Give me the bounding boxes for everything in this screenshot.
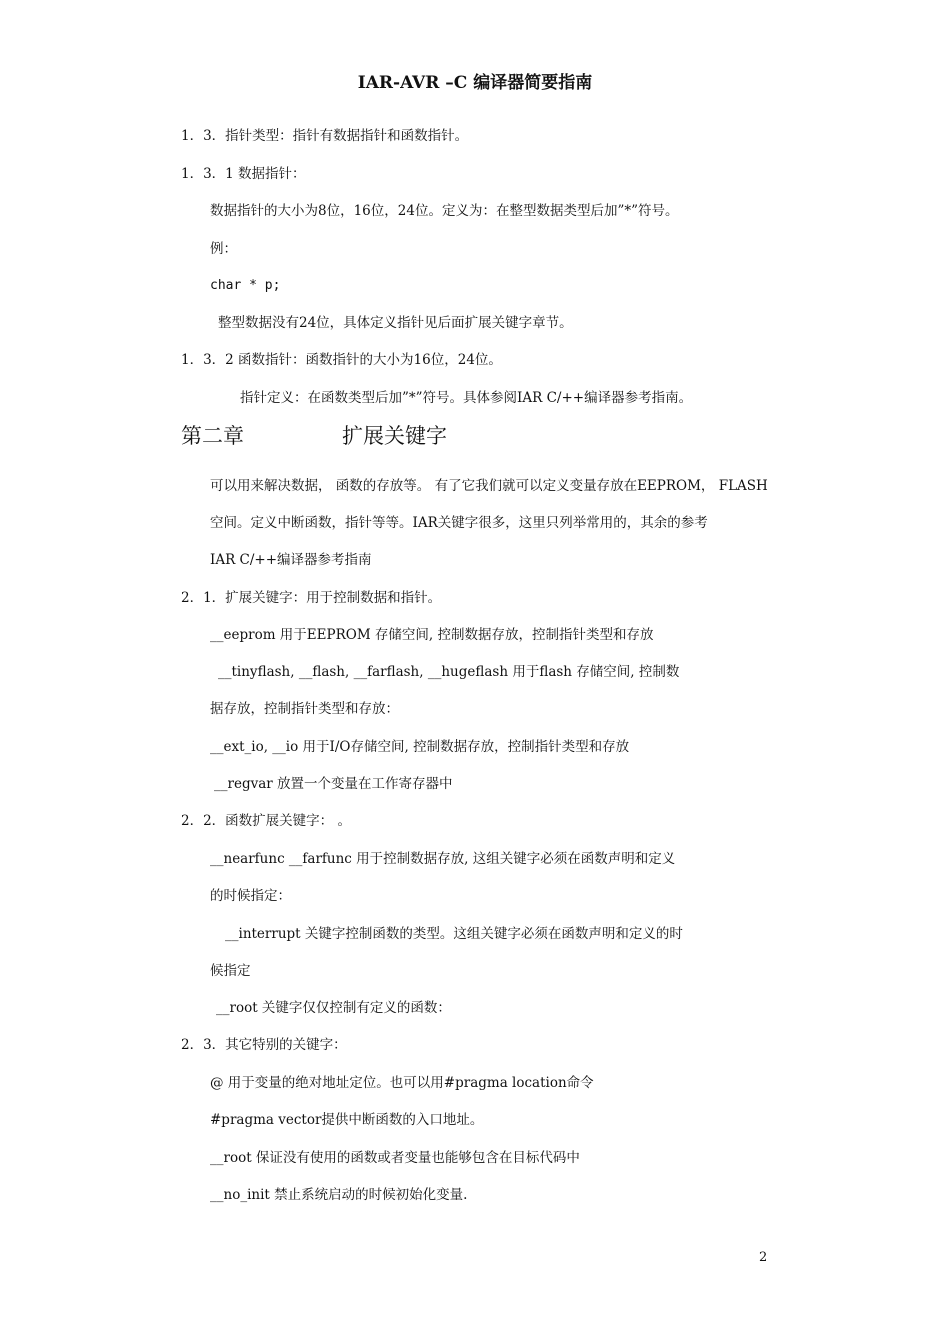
subsection-heading-1-3-2: 1．3．2 函数指针：函数指针的大小为16位，24位。 — [181, 352, 502, 368]
code-line: char * p; — [210, 278, 281, 293]
section-heading-2-3: 2．3．其它特别的关键字： — [181, 1037, 347, 1053]
paragraph-line: 数据指针的大小为8位，16位，24位。定义为：在整型数据类型后加”*”符号。 — [210, 203, 679, 219]
chapter-number: 第二章 — [181, 424, 244, 448]
paragraph-line: 可以用来解决数据， 函数的存放等。 有了它我们就可以定义变量存放在EEPROM， FLASH — [210, 478, 768, 494]
paragraph-line: @ 用于变量的绝对地址定位。也可以用#pragma location命令 — [210, 1075, 594, 1091]
paragraph-line: __tinyflash, __flash, __farflash, __hugeflash 用于flash 存储空间, 控制数 — [218, 664, 680, 680]
page-title: IAR-AVR –C 编译器简要指南 — [357, 73, 593, 93]
paragraph-line: __root 关键字仅仅控制有定义的函数： — [216, 1000, 451, 1016]
paragraph-line: 空间。定义中断函数，指针等等。IAR关键字很多，这里只列举常用的，其余的参考 — [210, 515, 708, 531]
chapter-name: 扩展关键字 — [342, 424, 447, 448]
paragraph-line: 例： — [210, 241, 237, 257]
paragraph-line: __interrupt 关键字控制函数的类型。这组关键字必须在函数声明和定义的时 — [225, 926, 683, 942]
paragraph-line: #pragma vector提供中断函数的入口地址。 — [210, 1112, 484, 1128]
paragraph-line: IAR C/++编译器参考指南 — [210, 552, 372, 568]
paragraph-line: 据存放，控制指针类型和存放： — [210, 701, 399, 717]
paragraph-line: __nearfunc __farfunc 用于控制数据存放, 这组关键字必须在函数声明和定义 — [210, 851, 676, 867]
section-heading-2-1: 2．1．扩展关键字：用于控制数据和指针。 — [181, 590, 442, 606]
section-heading-2-2: 2．2．函数扩展关键字： 。 — [181, 813, 351, 829]
subsection-heading-1-3-1: 1．3．1 数据指针： — [181, 166, 306, 182]
paragraph-line: __regvar 放置一个变量在工作寄存器中 — [214, 776, 453, 792]
paragraph-line: 候指定 — [210, 963, 251, 979]
paragraph-line: __no_init 禁止系统启动的时候初始化变量. — [210, 1187, 468, 1203]
paragraph-line: __eeprom 用于EEPROM 存储空间, 控制数据存放，控制指针类型和存放 — [210, 627, 654, 643]
paragraph-line: 整型数据没有24位，具体定义指针见后面扩展关键字章节。 — [218, 315, 573, 331]
chapter-heading — [181, 420, 447, 450]
paragraph-line: 指针定义：在函数类型后加”*”符号。具体参阅IAR C/++编译器参考指南。 — [240, 390, 693, 406]
paragraph-line: __ext_io, __io 用于I/O存储空间, 控制数据存放，控制指针类型和存放 — [210, 739, 630, 755]
paragraph-line: 的时候指定： — [210, 888, 291, 904]
paragraph-line: __root 保证没有使用的函数或者变量也能够包含在目标代码中 — [210, 1150, 580, 1166]
page-number: 2 — [759, 1250, 768, 1265]
section-heading-1-3: 1．3．指针类型：指针有数据指针和函数指针。 — [181, 128, 469, 144]
